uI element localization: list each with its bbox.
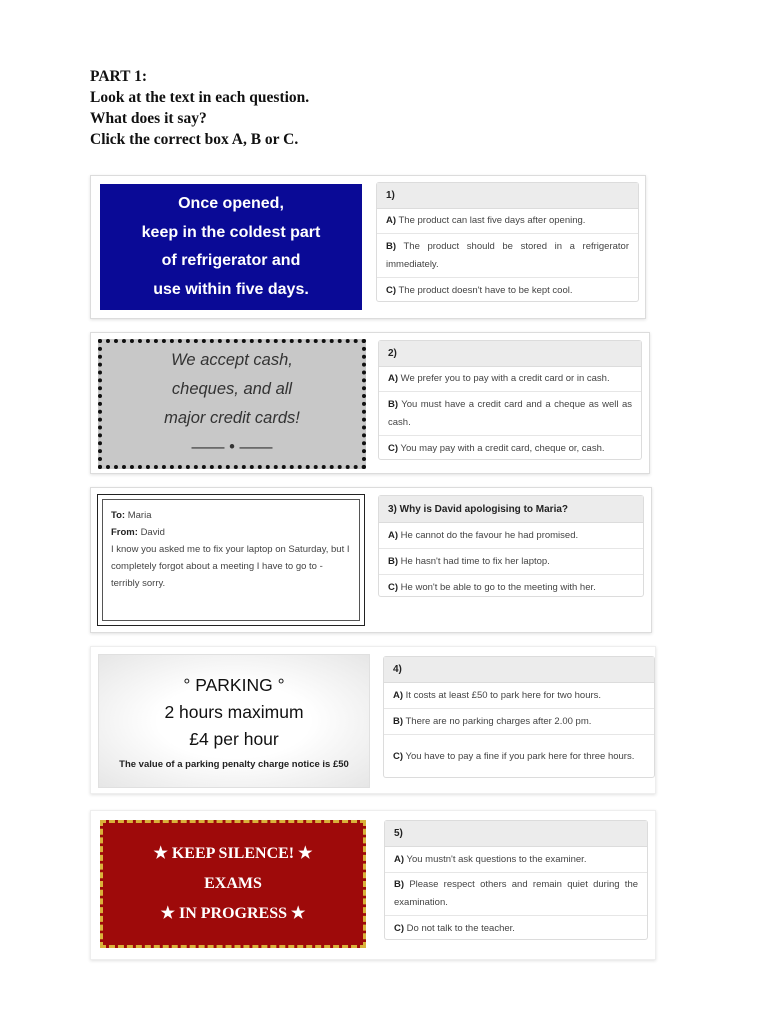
option-text: He cannot do the favour he had promised. xyxy=(400,529,579,541)
sign-line: major credit cards! xyxy=(164,409,300,427)
option-letter: C) xyxy=(388,581,399,593)
question-panel-1 xyxy=(376,182,639,302)
sign-line: EXAMS xyxy=(204,875,262,892)
option-b[interactable] xyxy=(379,549,643,575)
sign-payment xyxy=(98,339,366,469)
question-panel-2 xyxy=(378,340,642,460)
option-text: There are no parking charges after 2.00 pm. xyxy=(405,715,592,727)
note-body: I know you asked me to fix your laptop on Saturday, but I completely forgot about a meeting I have to go to - terribly sorry. xyxy=(111,544,350,589)
option-text: Do not talk to the teacher. xyxy=(406,922,515,934)
question-panel-5 xyxy=(384,820,648,940)
question-prompt: 1) xyxy=(377,183,638,209)
question-panel-4 xyxy=(383,656,655,778)
note-from: David xyxy=(140,527,165,538)
sign-line: We accept cash, xyxy=(171,351,293,369)
sign-line: Once opened, xyxy=(178,195,284,212)
option-letter: B) xyxy=(393,715,404,727)
option-text: You must have a credit card and a cheque as well as cash. xyxy=(388,398,632,428)
sign-line: ° PARKING ° xyxy=(183,675,285,695)
option-text: He hasn't had time to fix her laptop. xyxy=(400,555,550,567)
sign-line: 2 hours maximum xyxy=(164,702,304,722)
option-text: The product can last five days after opening. xyxy=(398,215,586,226)
sign-parking xyxy=(98,654,370,788)
instruction-line-1: Look at the text in each question. xyxy=(90,89,310,106)
option-a[interactable] xyxy=(379,523,643,549)
option-letter: B) xyxy=(388,555,399,567)
instructions xyxy=(90,66,309,150)
option-letter: A) xyxy=(388,529,399,541)
part-heading: PART 1: xyxy=(90,68,148,85)
option-text: You mustn't ask questions to the examiner. xyxy=(406,853,587,865)
note-david xyxy=(97,494,365,626)
option-c[interactable] xyxy=(379,575,643,600)
question-prompt: 3) Why is David apologising to Maria? xyxy=(379,496,643,523)
option-a[interactable] xyxy=(377,209,638,234)
option-text: The product should be stored in a refrigerator immediately. xyxy=(386,240,629,270)
note-to: Maria xyxy=(127,510,152,521)
sign-line: use within five days. xyxy=(153,280,309,298)
sign-line: ★ KEEP SILENCE! ★ xyxy=(153,845,313,862)
sign-refrigerator xyxy=(100,184,362,310)
option-b[interactable] xyxy=(377,234,638,278)
sign-line: —— • —— xyxy=(191,438,273,456)
sign-line: £4 per hour xyxy=(189,729,279,749)
option-a[interactable] xyxy=(385,847,647,873)
option-c[interactable] xyxy=(377,278,638,303)
option-letter: C) xyxy=(386,284,397,296)
option-letter: A) xyxy=(388,373,399,384)
option-letter: B) xyxy=(386,240,397,252)
option-letter: A) xyxy=(393,689,404,701)
question-panel-3 xyxy=(378,495,644,597)
instruction-line-3: Click the correct box A, B or C. xyxy=(90,131,299,148)
question-prompt: 5) xyxy=(385,821,647,847)
option-letter: A) xyxy=(386,215,397,226)
option-text: We prefer you to pay with a credit card or in cash. xyxy=(400,373,610,384)
note-from-label: From: xyxy=(111,527,138,538)
question-prompt: 2) xyxy=(379,341,641,367)
sign-line: of refrigerator and xyxy=(161,252,301,269)
option-c[interactable] xyxy=(379,436,641,461)
option-text: It costs at least £50 to park here for two hours. xyxy=(405,689,602,701)
question-prompt: 4) xyxy=(384,657,654,683)
option-letter: C) xyxy=(388,442,399,454)
option-text: Please respect others and remain quiet during the examination. xyxy=(394,879,639,908)
instruction-line-2: What does it say? xyxy=(90,110,207,127)
option-c[interactable] xyxy=(384,735,654,779)
option-text: You have to pay a fine if you park here for three hours. xyxy=(405,751,635,762)
option-text: He won't be able to go to the meeting with her. xyxy=(400,581,596,593)
option-letter: A) xyxy=(394,853,405,865)
note-to-label: To: xyxy=(111,510,126,521)
sign-small-print: The value of a parking penalty charge notice is £50 xyxy=(119,759,349,770)
option-letter: C) xyxy=(393,751,404,762)
option-b[interactable] xyxy=(379,392,641,436)
option-letter: C) xyxy=(394,922,405,934)
option-letter: B) xyxy=(388,398,399,410)
option-b[interactable] xyxy=(385,873,647,916)
option-b[interactable] xyxy=(384,709,654,735)
sign-line: keep in the coldest part xyxy=(141,223,321,241)
option-text: The product doesn't have to be kept cool. xyxy=(398,284,573,296)
option-a[interactable] xyxy=(384,683,654,709)
option-a[interactable] xyxy=(379,367,641,392)
option-c[interactable] xyxy=(385,916,647,941)
sign-exams xyxy=(100,820,366,948)
sign-line: cheques, and all xyxy=(171,380,293,398)
option-text: You may pay with a credit card, cheque or, cash. xyxy=(400,442,605,454)
option-letter: B) xyxy=(394,879,405,890)
sign-line: ★ IN PROGRESS ★ xyxy=(160,905,306,922)
